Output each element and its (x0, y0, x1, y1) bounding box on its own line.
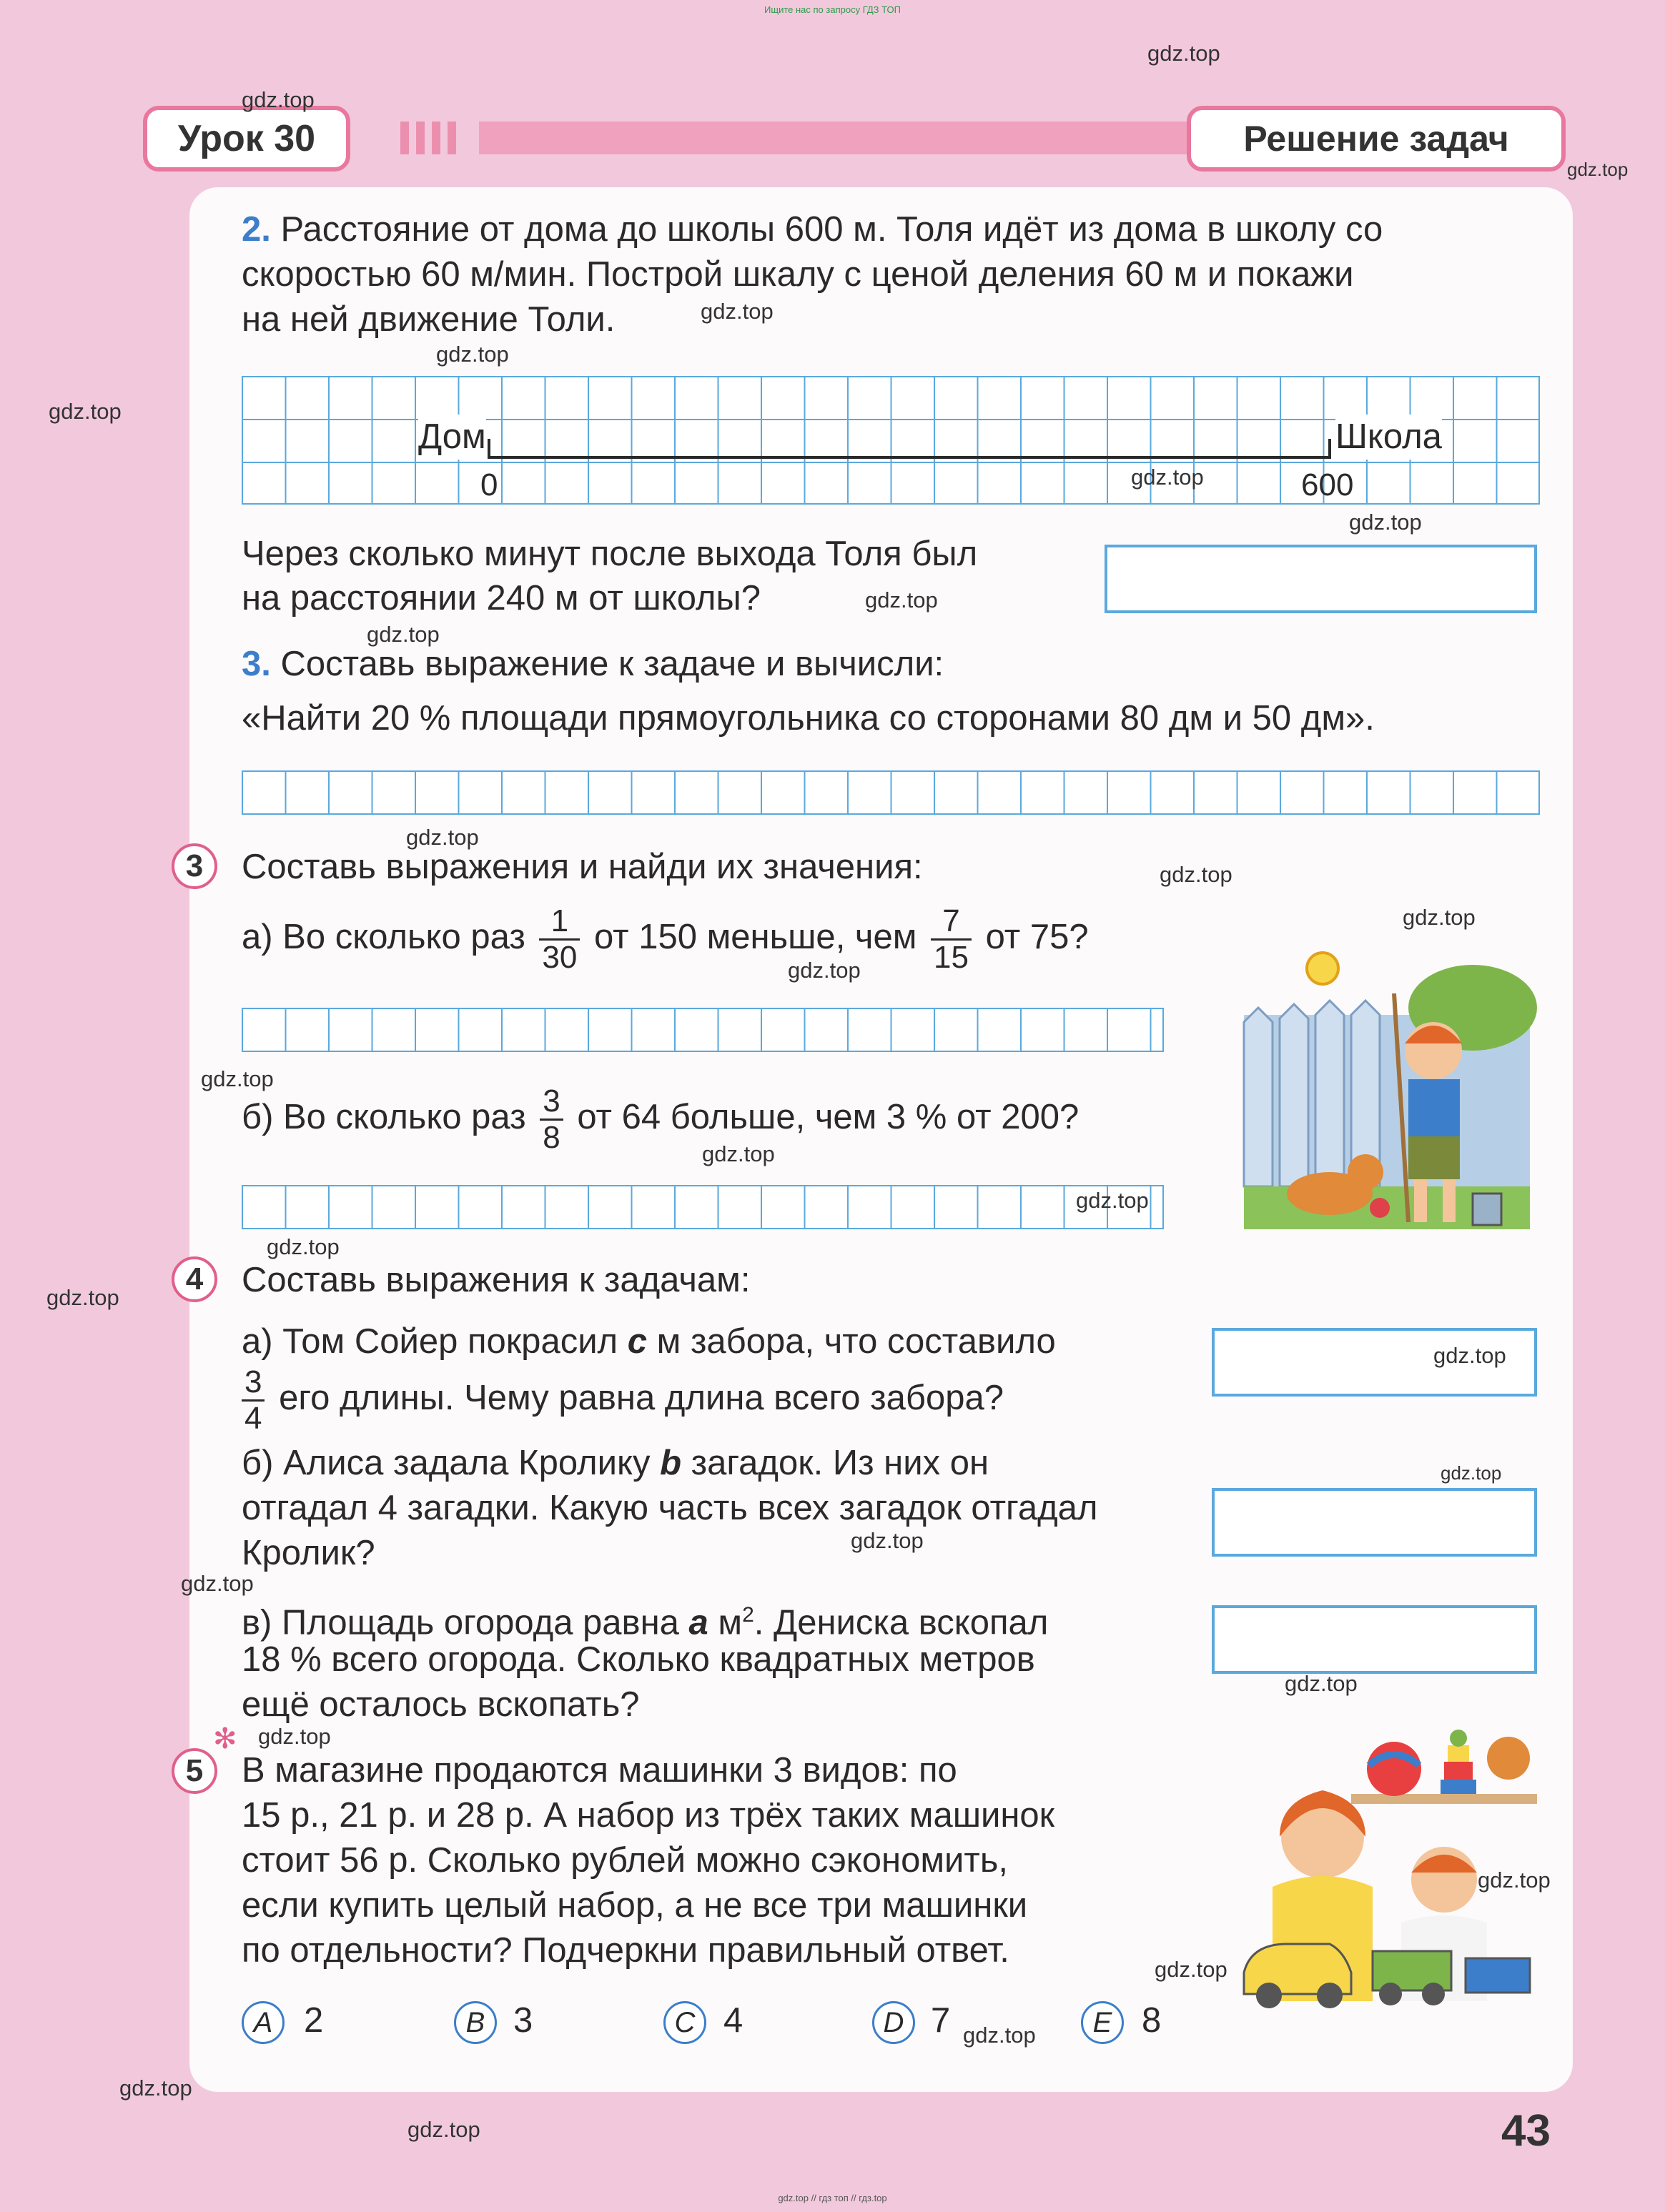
watermark: gdz.top (181, 1571, 254, 1596)
task2-question-1: Через сколько минут после выхода Толя был (242, 535, 978, 573)
ex3-b-line: б) Во сколько раз $\frac{3}{8}$ от 64 больше, чем 3 % от 200? (242, 1083, 1079, 1155)
page-number: 43 (1501, 2106, 1551, 2156)
watermark: gdz.top (1147, 41, 1220, 66)
task2-line-3: на ней движение Толи. (242, 300, 616, 339)
option-e-value[interactable]: 8 (1142, 2001, 1162, 2040)
illustration-toy-shop (1230, 1701, 1544, 2015)
scale-start-value: 0 (480, 467, 498, 502)
task2-line-2: скоростью 60 м/мин. Построй шкалу с ценой деления 60 м и покажи (242, 255, 1354, 294)
scale-tick-start (488, 439, 490, 459)
ex4-a-fraction: $\frac{3}{4}$ (242, 1365, 265, 1436)
ex4-c-line-2: 18 % всего огорода. Сколько квадратных метров (242, 1640, 1035, 1679)
option-e-circle[interactable]: E (1081, 2001, 1124, 2044)
ex4-b-variable: b (660, 1444, 681, 1482)
watermark: gdz.top (1567, 159, 1629, 180)
ex3-a-answer-grid[interactable] (242, 1008, 1164, 1052)
ex4-b-answer-box[interactable] (1212, 1488, 1537, 1557)
ex3-b-fraction: $\frac{3}{8}$ (540, 1084, 563, 1155)
scale-line (488, 456, 1331, 459)
ex4-a-line-1: а) Том Сойер покрасил c м забора, что составило (242, 1322, 1056, 1361)
watermark: gdz.top (1441, 1462, 1502, 1484)
watermark: gdz.top (1076, 1188, 1149, 1213)
watermark: gdz.top (851, 1528, 924, 1553)
ex4-b-line-1: б) Алиса задала Кролику b загадок. Из них он (242, 1444, 989, 1482)
watermark: gdz.top (788, 958, 861, 983)
ex3-number-circle: 3 (172, 843, 217, 889)
lesson-label: Урок 30 (143, 106, 350, 172)
ex5-line-5: по отдельности? Подчеркни правильный ответ. (242, 1931, 1009, 1970)
option-c-value[interactable]: 4 (723, 2001, 743, 2040)
option-a-circle[interactable]: A (242, 2001, 285, 2044)
ex4-c-line-3: ещё осталось вскопать? (242, 1685, 640, 1724)
option-c-circle[interactable]: C (663, 2001, 706, 2044)
ex5-line-3: стоит 56 р. Сколько рублей можно сэкономить, (242, 1841, 1008, 1880)
option-a-value[interactable]: 2 (304, 2001, 324, 2040)
ex5-number-circle: 5 (172, 1748, 217, 1794)
ex4-a-variable: c (627, 1322, 648, 1361)
ex5-line-2: 15 р., 21 р. и 28 р. А набор из трёх таких машинок (242, 1796, 1055, 1835)
ex3-a-fraction-1: $\frac{1}{30}$ (539, 904, 580, 975)
watermark: gdz.top (1155, 1957, 1227, 1982)
ex4-c-answer-box[interactable] (1212, 1605, 1537, 1674)
ex4-b-line-2: отгадал 4 загадки. Какую часть всех загадок отгадал (242, 1489, 1098, 1527)
watermark: gdz.top (407, 2117, 480, 2142)
watermark: gdz.top (46, 1285, 119, 1310)
watermark: gdz.top (119, 2075, 192, 2101)
ex5-line-4: если купить целый набор, а не все три машинки (242, 1886, 1028, 1925)
watermark: gdz.top (201, 1066, 274, 1091)
watermark: gdz.top (406, 825, 479, 850)
illustration-boy-fence (1230, 936, 1544, 1272)
watermark: gdz.top (865, 587, 938, 612)
header-stripe-bars (400, 121, 472, 157)
task3-number: 3. (242, 645, 271, 683)
ex5-line-1: В магазине продаются машинки 3 видов: по (242, 1751, 957, 1790)
ex4-c-variable: a (688, 1603, 708, 1642)
watermark: gdz.top (367, 622, 440, 647)
option-d-circle[interactable]: D (872, 2001, 915, 2044)
option-d-value[interactable]: 7 (931, 2001, 951, 2040)
watermark: gdz.top (267, 1234, 340, 1259)
top-search-note: Ищите нас по запросу ГДЗ ТОП (764, 4, 901, 15)
watermark: gdz.top (701, 299, 774, 324)
watermark: gdz.top (1433, 1343, 1506, 1368)
watermark: gdz.top (1403, 905, 1476, 930)
ex4-number-circle: 4 (172, 1256, 217, 1302)
scale-home-label: Дом (418, 415, 486, 460)
task3-answer-grid[interactable] (242, 770, 1540, 815)
watermark: gdz.top (702, 1141, 775, 1166)
option-b-circle[interactable]: B (454, 2001, 497, 2044)
task2-question-2: на расстоянии 240 м от школы? (242, 579, 761, 618)
task3-line-1: 3. Составь выражение к задаче и вычисли: (242, 645, 944, 683)
ex4-b-line-3: Кролик? (242, 1534, 375, 1572)
ex4-c-line-1: в) Площадь огорода равна a $м^2$. Дениска вскопал (242, 1603, 1049, 1642)
topic-label: Решение задач (1187, 106, 1566, 172)
task2-number: 2. (242, 210, 271, 249)
watermark: gdz.top (1285, 1671, 1358, 1696)
ex3-a-fraction-2: $\frac{7}{15}$ (931, 904, 972, 975)
watermark: gdz.top (1349, 510, 1422, 535)
option-b-value[interactable]: 3 (513, 2001, 533, 2040)
watermark: gdz.top (1478, 1868, 1551, 1893)
watermark: gdz.top (963, 2023, 1036, 2048)
task3-line-2: «Найти 20 % площади прямоугольника со сторонами 80 дм и 50 дм». (242, 699, 1375, 738)
ex5-star-icon: ✻ (213, 1723, 237, 1755)
ex3-title: Составь выражения и найди их значения: (242, 848, 923, 886)
watermark: gdz.top (258, 1724, 331, 1749)
scale-school-label: Школа (1335, 415, 1442, 460)
header-stripe (479, 121, 1194, 154)
ex4-a-line-2: $\frac{3}{4}$ его длины. Чему равна длина всего забора? (242, 1362, 1004, 1436)
task2-line-1: 2. Расстояние от дома до школы 600 м. Толя идёт из дома в школу со (242, 210, 1383, 249)
scale-end-value: 600 (1301, 467, 1354, 502)
scale-tick-end (1328, 439, 1331, 459)
ex3-a-line: а) Во сколько раз $\frac{1}{30}$ от 150 меньше, чем $\frac{7}{15}$ от 75? (242, 903, 1089, 975)
task2-answer-box[interactable] (1105, 545, 1537, 613)
watermark: gdz.top (242, 87, 315, 112)
watermark: gdz.top (49, 399, 122, 424)
bottom-note: gdz.top // гдз топ // гдз.top (778, 2193, 887, 2203)
ex3-b-answer-grid[interactable] (242, 1185, 1164, 1229)
ex4-title: Составь выражения к задачам: (242, 1261, 751, 1299)
watermark: gdz.top (436, 342, 509, 367)
watermark: gdz.top (1131, 465, 1204, 490)
watermark: gdz.top (1160, 862, 1232, 887)
